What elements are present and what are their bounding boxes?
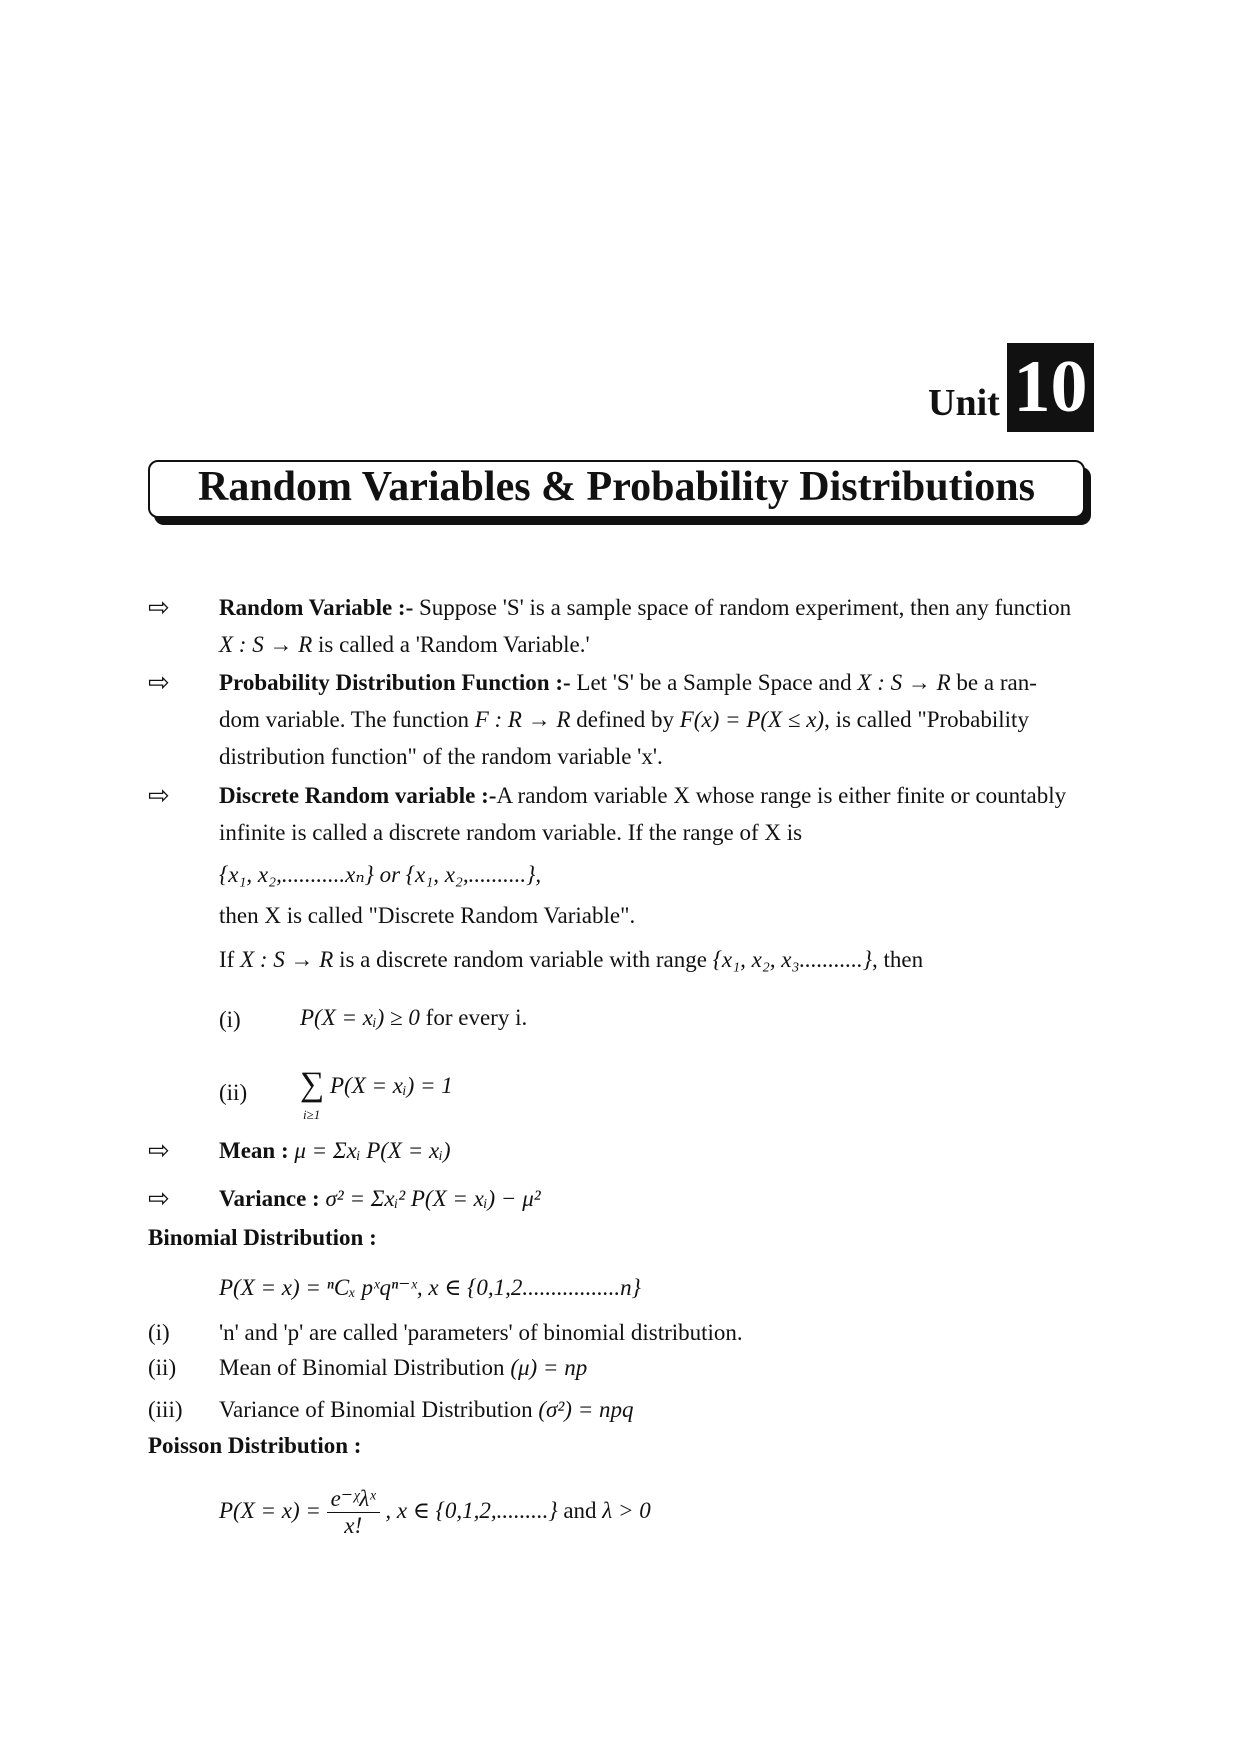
poisson-fraction [327,1486,380,1539]
rv-math: X : S → R [219,632,313,657]
unit-number: 10 [1007,343,1094,432]
drv-if-text-3: , then [871,947,924,972]
rv-text-1: Suppose 'S' is a sample space of random experiment, then any function [419,595,1072,620]
pdf-line-3 [219,744,663,770]
rv-text-2: is called a 'Random Variable.' [318,632,590,657]
drv-if-math: X : S → R [240,947,334,972]
binomial-item-label: (i) [148,1320,170,1345]
pdf-math-1: X : S → R [857,670,951,695]
drv-line-2 [219,820,802,846]
pdf-text-4: defined by [576,707,674,732]
rv-line-2 [219,632,590,658]
drv-if-math-2: {x₁, x₂, x₃...........} [712,947,872,972]
drv-if-text-2: is a discrete random variable with range [339,947,707,972]
drv-if-line [219,947,923,973]
variance-math: σ² = Σxᵢ² P(X = xᵢ) − μ² [325,1186,541,1211]
pdf-term: Probability Distribution Function :- [219,670,571,695]
sum-symbol: ∑ [300,1066,325,1103]
pdf-text-5: , is called "Probability [824,707,1029,732]
chapter-title: Random Variables & Probability Distributions [197,464,1036,510]
cond1-line [300,1005,527,1031]
binomial-formula: P(X = x) = ⁿCₓ pˣqⁿ⁻ˣ, x ∈ {0,1,2.................n} [219,1275,641,1300]
drv-term: Discrete Random variable :- [219,783,497,808]
binomial-heading: Binomial Distribution : [148,1225,377,1250]
poisson-numerator: e⁻ᵡλˣ [327,1486,380,1513]
pdf-line-1 [219,670,1037,696]
cond1-label: (i) [219,1007,241,1032]
variance-term: Variance : [219,1186,320,1211]
arrow-bullet-icon: ⇨ [148,593,170,623]
rv-term: Random Variable :- [219,595,414,620]
poisson-condition: λ > 0 [602,1497,651,1523]
arrow-bullet-icon: ⇨ [148,1136,170,1166]
binomial-item-text: 'n' and 'p' are called 'parameters' of binomial distribution. [219,1320,743,1345]
cond2-label: (ii) [219,1080,248,1105]
mean-math: μ = Σxᵢ P(X = xᵢ) [294,1138,451,1163]
cond2-math: P(X = xᵢ) = 1 [330,1073,453,1098]
pdf-text-3: dom variable. The function [219,707,469,732]
binomial-variance-math: (σ²) = npq [538,1397,634,1422]
poisson-heading: Poisson Distribution : [148,1433,362,1458]
poisson-rhs: , x ∈ {0,1,2,.........} [385,1497,558,1523]
binomial-item-label: (iii) [148,1397,183,1422]
drv-line-1 [219,783,1066,809]
cond1-text: for every i. [425,1005,528,1030]
pdf-math-2: F : R → R [474,707,571,732]
cond1-math: P(X = xᵢ) ≥ 0 [300,1005,420,1030]
poisson-denominator: x! [344,1513,363,1538]
sum-subscript: i≥1 [303,1107,321,1122]
binomial-mean-math: (μ) = np [510,1355,588,1380]
drv-range-math: {x₁, x₂,...........xₙ} or {x₁, x₂,..........}, [219,862,542,887]
mean-term: Mean : [219,1138,289,1163]
drv-if-text: If [219,947,235,972]
rv-line-1 [219,595,1071,621]
binomial-item-label: (ii) [148,1355,177,1380]
binomial-mean-line [219,1355,587,1381]
pdf-math-3: F(x) = P(X ≤ x) [679,707,825,732]
drv-text-2: infinite is called a discrete random variable. If the range of X is [219,820,803,845]
drv-text-1: A random variable X whose range is either finite or countably [496,783,1067,808]
unit-label: Unit [928,382,1000,424]
poisson-lhs: P(X = x) = [219,1497,321,1523]
pdf-line-2 [219,707,1029,733]
binomial-variance-line [219,1397,633,1423]
pdf-text-1: Let 'S' be a Sample Space and [576,670,852,695]
drv-text-3: then X is called "Discrete Random Variable". [219,903,636,928]
poisson-formula [219,1486,651,1539]
drv-line-3 [219,903,635,929]
binomial-item-text: Mean of Binomial Distribution [219,1355,505,1380]
arrow-bullet-icon: ⇨ [148,668,170,698]
mean-line [219,1138,451,1164]
binomial-item-text: Variance of Binomial Distribution [219,1397,533,1422]
pdf-text-2: be a ran- [956,670,1037,695]
variance-line [219,1186,541,1212]
poisson-and: and [563,1497,597,1523]
arrow-bullet-icon: ⇨ [148,781,170,811]
arrow-bullet-icon: ⇨ [148,1184,170,1214]
pdf-text-6: distribution function" of the random variable 'x'. [219,744,663,769]
